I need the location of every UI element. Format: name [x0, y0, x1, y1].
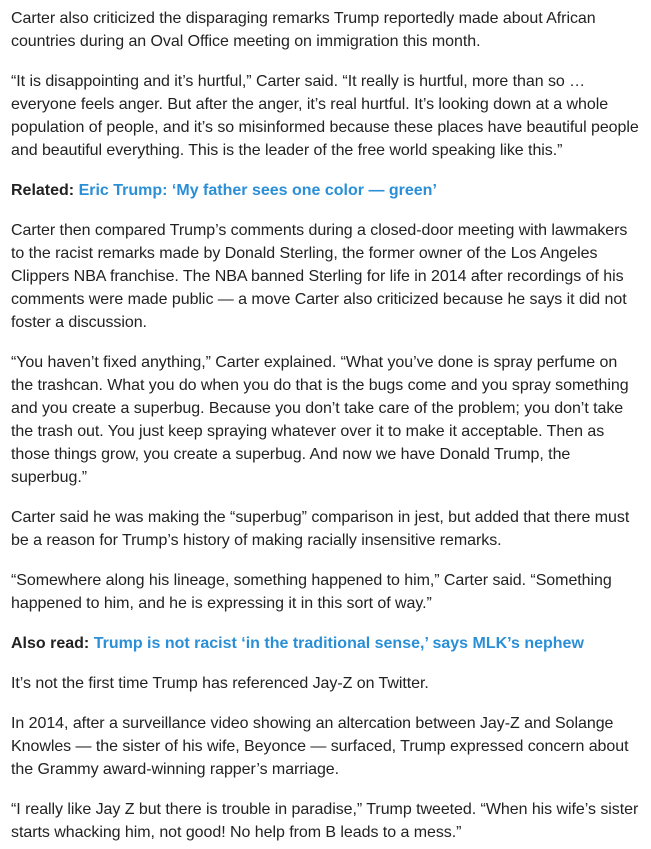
- related-link-block: [11, 179, 640, 202]
- related-label: Related:: [11, 182, 75, 199]
- article-paragraph: Carter then compared Trump’s comments during a closed-door meeting with lawmakers to the racist remarks made by Donald Sterling, the former owner of the Los Angeles Clippers NBA franchise. The NBA banned Sterling for life in 2014 after recordings of his comments were made public — a move Carter also criticized because he says it did not foster a discussion.: [11, 222, 628, 331]
- also-read-link-block: [11, 632, 640, 655]
- article-paragraph: In 2014, after a surveillance video showing an altercation between Jay-Z and Solange Knowles — the sister of his wife, Beyonce — surfaced, Trump expressed concern about the Grammy award-winning rapper’s marriage.: [11, 715, 629, 778]
- article-paragraph: “You haven’t fixed anything,” Carter explained. “What you’ve done is spray perfume on the trashcan. What you do when you do that is the bugs come and you spray something and you create a superbug. Because you don’t take care of the problem; you don’t take the trash out. You just keep spraying whatever over it to make it acceptable. Then as those things grow, you create a superbug. And now we have Donald Trump, the superbug.”: [11, 354, 629, 486]
- article-paragraph: Carter also criticized the disparaging remarks Trump reportedly made about African countries during an Oval Office meeting on immigration this month.: [11, 10, 596, 50]
- article-paragraph: Carter said he was making the “superbug” comparison in jest, but added that there must be a reason for Trump’s history of making racially insensitive remarks.: [11, 509, 630, 549]
- also-read-label: Also read:: [11, 635, 90, 652]
- article-paragraph: “I really like Jay Z but there is trouble in paradise,” Trump tweeted. “When his wife’s sister starts whacking him, not good! No help from B leads to a mess.”: [11, 801, 639, 841]
- article-paragraph: “Somewhere along his lineage, something happened to him,” Carter said. “Something happened to him, and he is expressing it in this sort of way.”: [11, 572, 612, 612]
- also-read-article-link[interactable]: Trump is not racist ‘in the traditional sense,’ says MLK’s nephew: [93, 635, 584, 652]
- article-paragraph: It’s not the first time Trump has referenced Jay-Z on Twitter.: [11, 675, 429, 692]
- related-article-link[interactable]: Eric Trump: ‘My father sees one color — green’: [78, 182, 437, 199]
- article-paragraph: “It is disappointing and it’s hurtful,” Carter said. “It really is hurtful, more than so … everyone feels anger. But after the anger, it’s real hurtful. It’s looking down at a whole population of people, and it’s so misinformed because these places have beautiful people and beautiful everything. This is the leader of the free world speaking like this.”: [11, 73, 639, 159]
